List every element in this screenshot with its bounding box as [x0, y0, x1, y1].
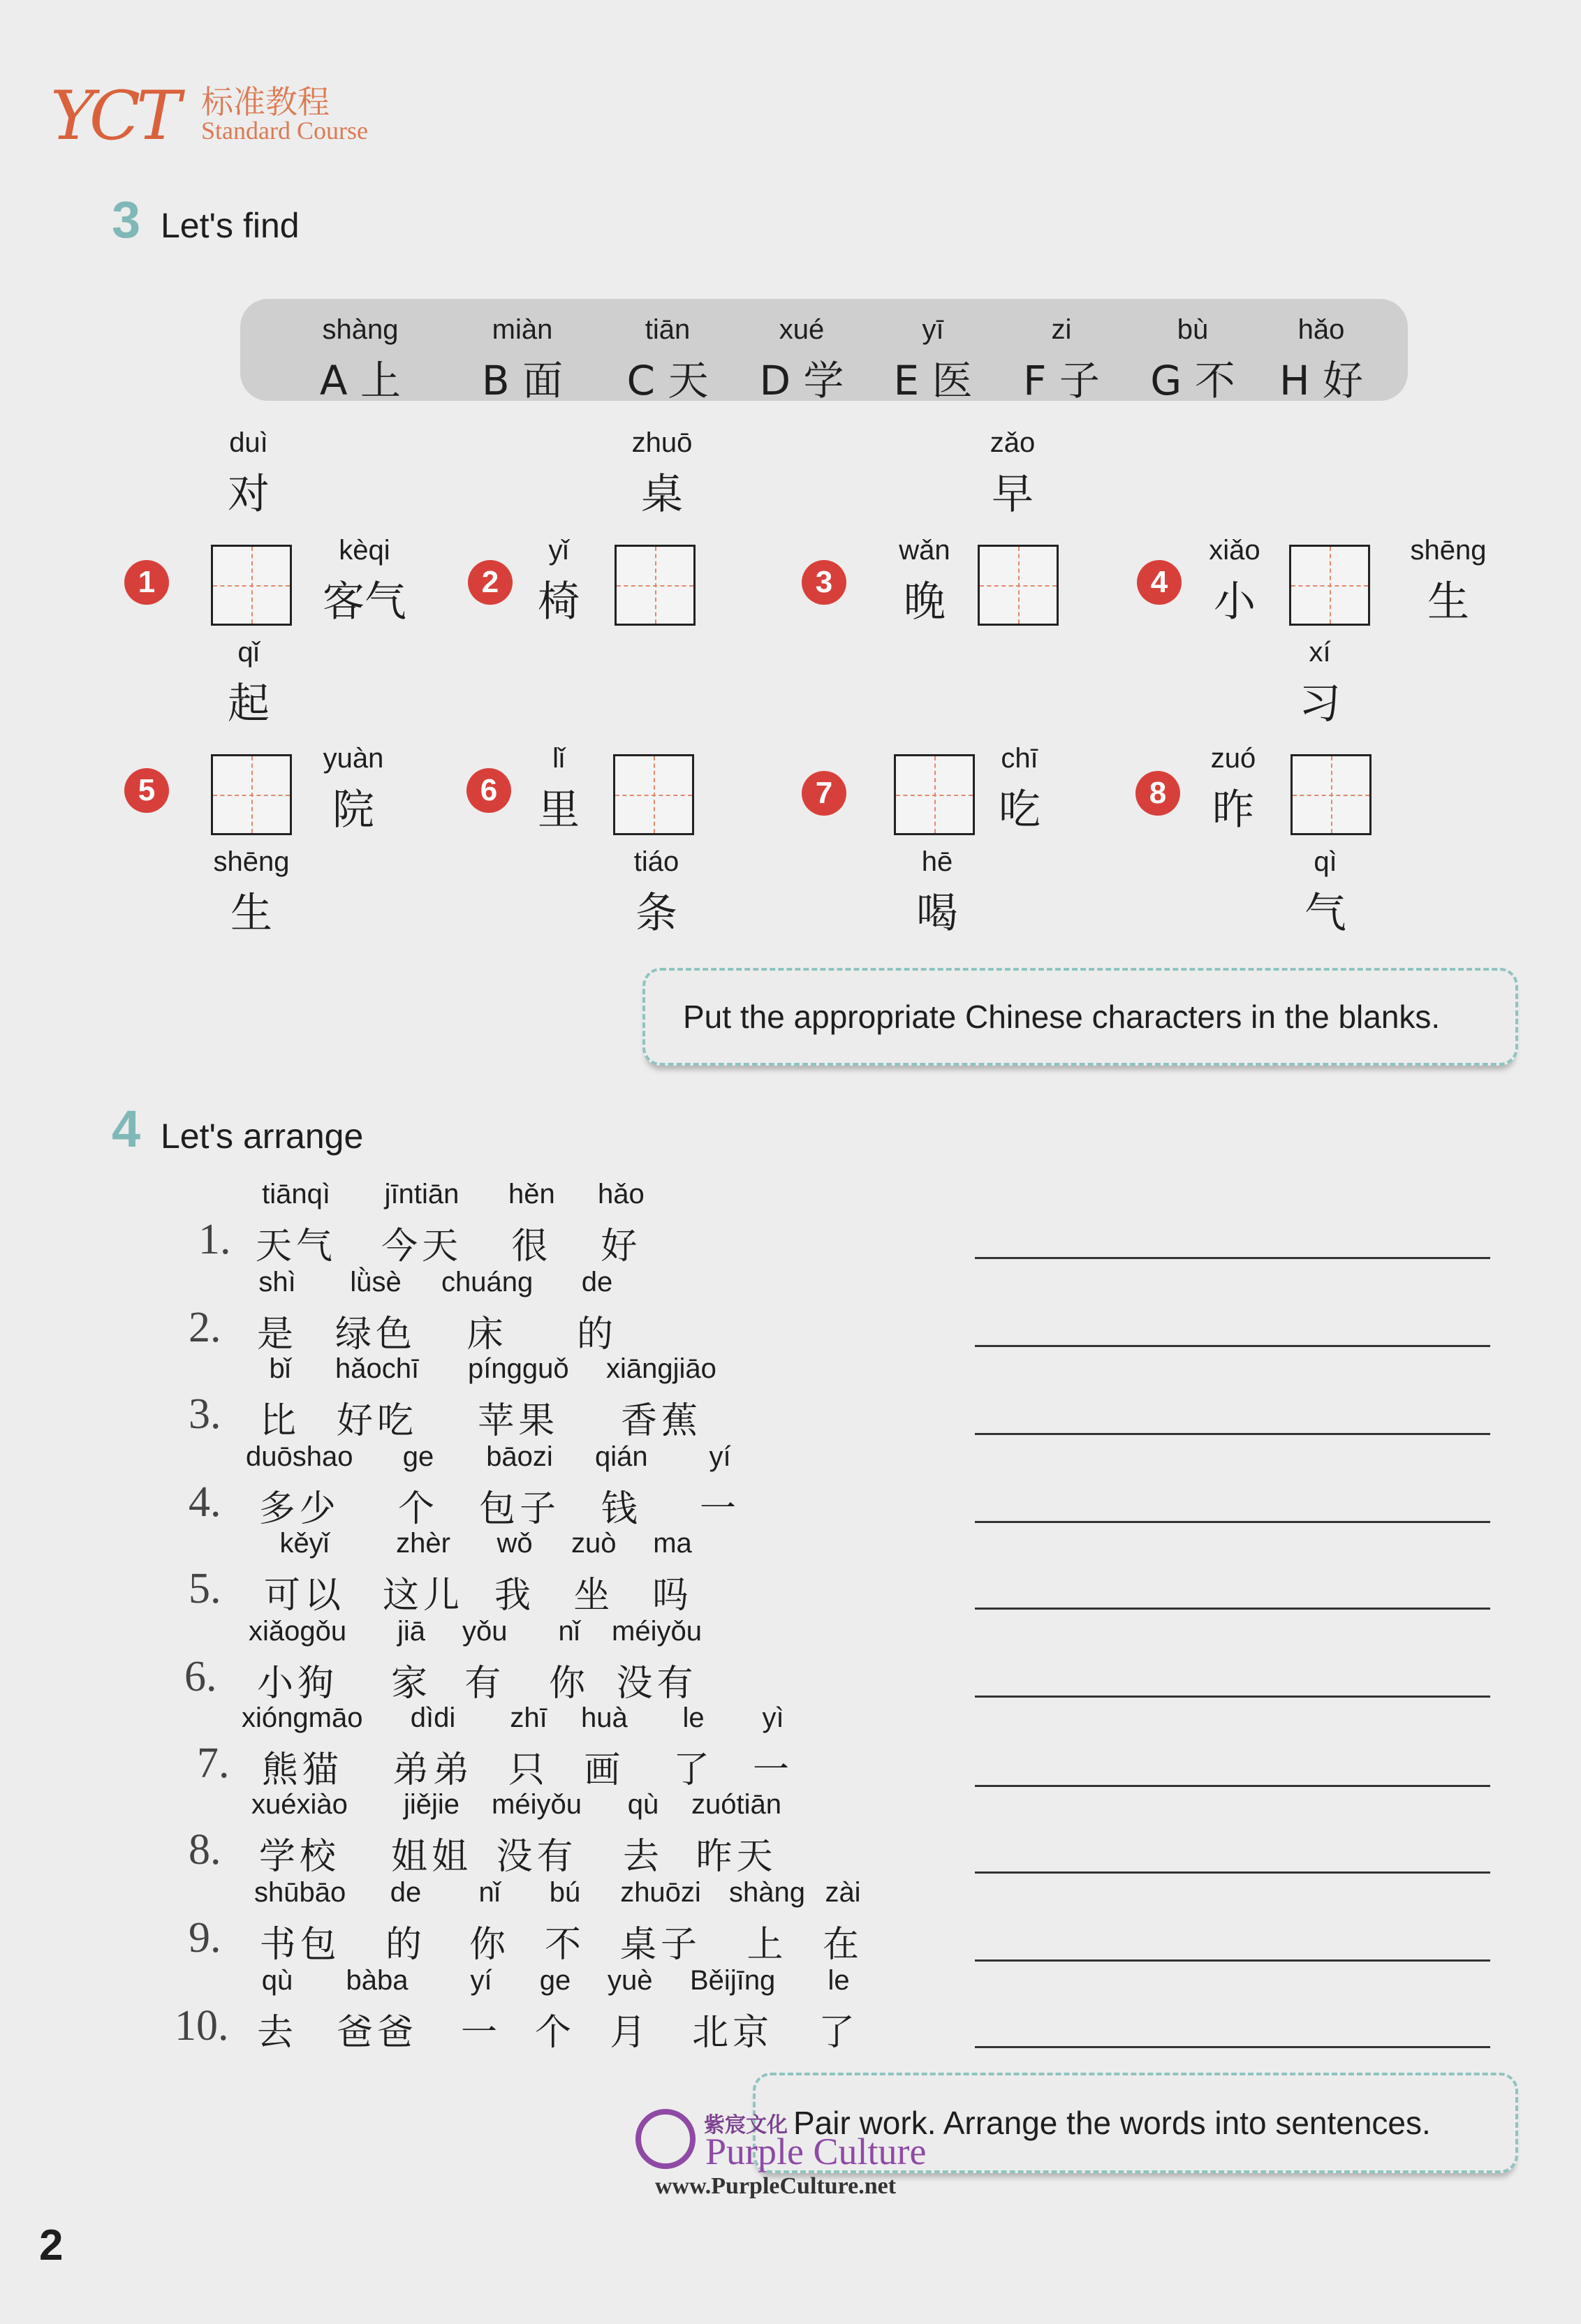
course-title-cn: 标准教程	[201, 83, 330, 121]
word-chip[interactable]: huà 画	[581, 1702, 628, 1791]
option-e: yī E 医	[893, 314, 973, 404]
item5-right-word: yuàn 院	[323, 743, 384, 834]
word-chip[interactable]: zuótiān 昨天	[691, 1789, 781, 1878]
word-chip[interactable]: yuè 月	[608, 1965, 653, 2054]
word-chip[interactable]: le 了	[818, 1965, 860, 2054]
item4-number: 4	[1137, 560, 1182, 605]
watermark-en: Purple Culture	[705, 2131, 927, 2172]
item3-number: 3	[802, 560, 846, 605]
purple-culture-logo-icon	[635, 2109, 696, 2169]
word-chip[interactable]: dìdi 弟弟	[392, 1702, 474, 1791]
answer-line-7[interactable]	[975, 1785, 1490, 1787]
word-chip[interactable]: zhuōzi 桌子	[620, 1877, 702, 1966]
answer-line-10[interactable]	[975, 2046, 1490, 2048]
option-g: bù G 不	[1150, 314, 1235, 404]
word-chip[interactable]: yǒu 有	[462, 1616, 508, 1705]
word-chip[interactable]: de 的	[577, 1267, 618, 1355]
word-chip[interactable]: jīntiān 今天	[381, 1179, 463, 1267]
item7-bottom-word: hē 喝	[916, 846, 958, 938]
word-chip[interactable]: le 了	[673, 1702, 714, 1791]
word-chip[interactable]: hěn 很	[508, 1179, 555, 1267]
word-chip[interactable]: tiānqì 天气	[256, 1179, 337, 1267]
word-chip[interactable]: nǐ 你	[549, 1616, 590, 1705]
word-chip[interactable]: ge 个	[398, 1441, 439, 1530]
word-chip[interactable]: shūbāo 书包	[254, 1877, 346, 1966]
word-chip[interactable]: píngguǒ 苹果	[468, 1353, 569, 1442]
word-chip[interactable]: bàba 爸爸	[337, 1965, 418, 2054]
item2-number: 2	[468, 560, 513, 605]
section4-number: 4	[112, 1100, 141, 1158]
item8-number: 8	[1135, 771, 1180, 816]
option-c: tiān C 天	[626, 314, 709, 404]
word-chip[interactable]: qù 去	[257, 1965, 298, 2054]
option-d: xué D 学	[759, 314, 844, 404]
row3-number: 3.	[189, 1390, 221, 1438]
item6-number: 6	[466, 768, 511, 813]
item1-bottom-word: qǐ 起	[228, 637, 270, 728]
word-chip[interactable]: shàng 上	[729, 1877, 805, 1966]
word-chip[interactable]: wǒ 我	[494, 1528, 536, 1617]
word-chip[interactable]: de 的	[385, 1877, 427, 1966]
word-chip[interactable]: qù 去	[623, 1789, 664, 1878]
word-chip[interactable]: duōshao 多少	[246, 1441, 353, 1530]
answer-line-4[interactable]	[975, 1521, 1490, 1523]
word-chip[interactable]: jiějie 姐姐	[391, 1789, 473, 1878]
row5-number: 5.	[189, 1565, 221, 1612]
item6-left-word: lǐ 里	[538, 743, 580, 834]
answer-line-5[interactable]	[975, 1608, 1490, 1610]
word-chip[interactable]: hǎochī 好吃	[335, 1353, 420, 1442]
word-chip[interactable]: méiyǒu 没有	[492, 1789, 582, 1878]
course-title-en: Standard Course	[201, 117, 368, 145]
item1-right-word: kèqi 客气	[323, 535, 406, 626]
word-chip[interactable]: xióngmāo 熊猫	[242, 1702, 363, 1791]
option-f: zi F 子	[1023, 314, 1100, 404]
item8-answer-box[interactable]	[1290, 754, 1372, 835]
row6-number: 6.	[184, 1653, 217, 1700]
item5-number: 5	[124, 768, 169, 813]
word-chip[interactable]: qián 钱	[595, 1441, 648, 1530]
item1-top-word: duì 对	[228, 427, 270, 519]
row8-number: 8.	[189, 1826, 221, 1874]
word-chip[interactable]: jiā 家	[391, 1616, 432, 1705]
answer-line-3[interactable]	[975, 1433, 1490, 1435]
section3-title: Let's find	[161, 206, 300, 245]
section3-instruction: Put the appropriate Chinese characters in the blanks.	[642, 968, 1518, 1066]
item3-top-word: zǎo 早	[990, 427, 1036, 519]
word-chip[interactable]: zài 在	[823, 1877, 864, 1966]
word-chip[interactable]: yí 一	[700, 1441, 741, 1530]
row10-number: 10.	[175, 2002, 229, 2050]
item3-left-word: wǎn 晚	[899, 535, 950, 626]
item4-answer-box[interactable]	[1289, 545, 1370, 626]
word-chip[interactable]: zuò 坐	[571, 1528, 617, 1617]
item6-bottom-word: tiáo 条	[633, 846, 679, 938]
item4-right-word: shēng 生	[1410, 535, 1487, 626]
option-h: hǎo H 好	[1279, 314, 1364, 404]
option-a: shàng A 上	[319, 314, 402, 404]
watermark-url: www.PurpleCulture.net	[655, 2173, 897, 2199]
item6-answer-box[interactable]	[613, 754, 694, 835]
item7-right-word: chī 吃	[999, 743, 1040, 834]
word-chip[interactable]: nǐ 你	[469, 1877, 510, 1966]
word-chip[interactable]: kěyǐ 可以	[264, 1528, 346, 1617]
word-chip[interactable]: hǎo 好	[598, 1179, 645, 1267]
word-chip[interactable]: xuéxiào 学校	[251, 1789, 348, 1878]
word-chip[interactable]: yí 一	[461, 1965, 502, 2054]
word-chip[interactable]: ma 吗	[652, 1528, 693, 1617]
item4-left-word: xiǎo 小	[1209, 535, 1260, 626]
word-chip[interactable]: zhī 只	[508, 1702, 550, 1791]
word-chip[interactable]: bú 不	[545, 1877, 586, 1966]
item4-bottom-word: xí 习	[1299, 637, 1341, 728]
word-chip[interactable]: zhèr 这儿	[383, 1528, 464, 1617]
answer-line-1[interactable]	[975, 1257, 1490, 1259]
word-chip[interactable]: xiāngjiāo 香蕉	[606, 1353, 716, 1442]
page-number: 2	[39, 2221, 64, 2270]
row1-number: 1.	[198, 1216, 231, 1263]
yct-logo: YCT	[50, 77, 177, 155]
answer-line-8[interactable]	[975, 1871, 1490, 1874]
row4-number: 4.	[189, 1478, 221, 1526]
row9-number: 9.	[189, 1914, 221, 1962]
word-chip[interactable]: bǐ 比	[260, 1353, 301, 1442]
option-b: miàn B 面	[481, 314, 564, 404]
answer-line-2[interactable]	[975, 1345, 1490, 1347]
word-chip[interactable]: yì 一	[753, 1702, 794, 1791]
item5-bottom-word: shēng 生	[213, 846, 290, 938]
word-chip[interactable]: Běijīng 北京	[690, 1965, 776, 2054]
word-chip[interactable]: lǜsè 绿色	[335, 1267, 417, 1355]
item8-left-word: zuó 昨	[1210, 743, 1256, 834]
section4-title: Let's arrange	[161, 1117, 364, 1156]
word-chip[interactable]: xiǎogǒu 小狗	[249, 1616, 347, 1705]
item8-bottom-word: qì 气	[1304, 846, 1346, 938]
section4-instruction: Pair work. Arrange the words into sentences.	[753, 2073, 1518, 2173]
answer-line-6[interactable]	[975, 1696, 1490, 1698]
row7-number: 7.	[197, 1740, 230, 1787]
word-chip[interactable]: méiyǒu 没有	[612, 1616, 702, 1705]
item2-left-word: yǐ 椅	[538, 535, 580, 626]
word-chip[interactable]: bāozi 包子	[479, 1441, 561, 1530]
item1-answer-box[interactable]	[211, 545, 292, 626]
section3-number: 3	[112, 191, 141, 249]
item7-number: 7	[802, 771, 846, 816]
answer-line-9[interactable]	[975, 1959, 1490, 1962]
word-chip[interactable]: ge 个	[535, 1965, 576, 2054]
item2-answer-box[interactable]	[615, 545, 696, 626]
item3-answer-box[interactable]	[978, 545, 1059, 626]
word-chip[interactable]: chuáng 床	[441, 1267, 534, 1355]
item2-top-word: zhuō 桌	[631, 427, 693, 519]
item1-number: 1	[124, 560, 169, 605]
watermark-cn: 紫宸文化	[704, 2113, 788, 2138]
word-chip[interactable]: shì 是	[257, 1267, 298, 1355]
row2-number: 2.	[189, 1304, 221, 1351]
